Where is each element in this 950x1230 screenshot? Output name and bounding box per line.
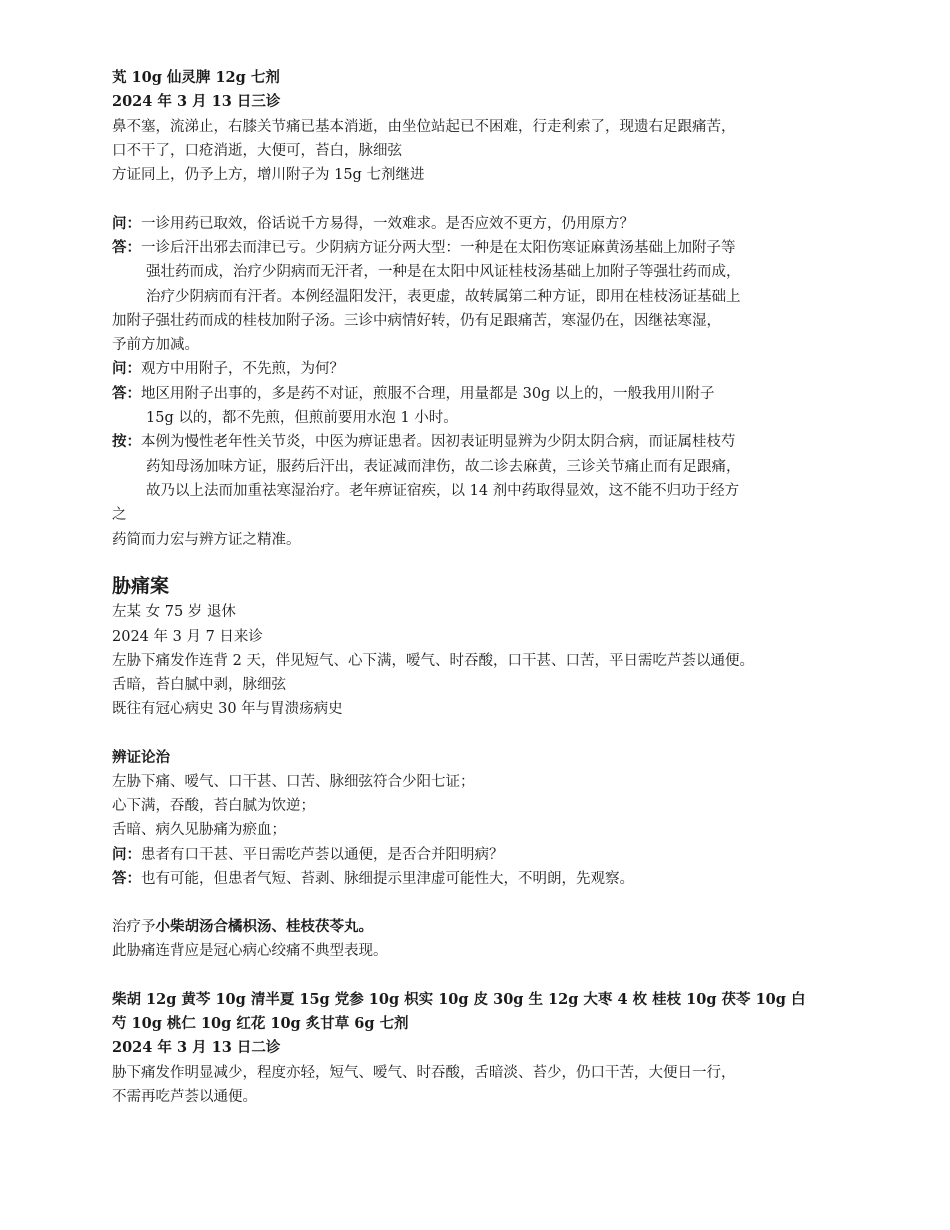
visit3-line-1: 鼻不塞，流涕止，右膝关节痛已基本消逝，由坐位站起已不困难，行走利索了，现遗右足跟痛苦， (112, 119, 736, 135)
prescription-line-2: 芍 10g 桃仁 10g 红花 10g 炙甘草 6g 七剂 (112, 1015, 409, 1032)
visit2-line-1: 胁下痛发作明显减少，程度亦轻，短气、嗳气、时吞酸，舌暗淡、苔少，仍口干苦，大便日一行， (112, 1065, 736, 1081)
answer-1 (112, 238, 736, 258)
question-text: 一诊用药已取效，俗话说千方易得，一效难求。是否应效不更方，仍用原方？ (141, 216, 634, 232)
treatment-formula: 小柴胡汤合橘枳汤、桂枝茯苓丸。 (155, 918, 373, 935)
prescription-tail: 芄 10g 仙灵脾 12g 七剂 (112, 69, 280, 86)
patient-info: 左某 女 75 岁 退休 (112, 604, 236, 620)
commentary-text: 本例为慢性老年性关节炎，中医为痹证患者。因初表证明显辨为少阴太阴合病，而证属桂枝芍 (141, 434, 736, 450)
analysis-line-1: 左胁下痛、嗳气、口干甚、口苦、脉细弦符合少阳七证； (112, 774, 475, 790)
commentary (112, 432, 736, 452)
answer-label: 答： (112, 239, 141, 256)
answer-2-line-2: 15g 以的，都不先煎，但煎前要用水泡 1 小时。 (146, 410, 458, 426)
answer-label: 答： (112, 870, 141, 887)
commentary-label: 按： (112, 433, 141, 450)
commentary-line-2: 药知母汤加味方证，服药后汗出，表证减而津伤，故二诊去麻黄，三诊关节痛止而有足跟痛， (146, 459, 741, 475)
answer-text: 一诊后汗出邪去而津已亏。少阴病方证分两大型：一种是在太阳伤寒证麻黄汤基础上加附子等 (141, 240, 736, 256)
answer-label: 答： (112, 385, 141, 402)
complaint-line-3: 既往有冠心病史 30 年与胃溃疡病史 (112, 701, 343, 717)
prescription-line-1: 柴胡 12g 黄芩 10g 清半夏 15g 党参 10g 枳实 10g 皮 30g 生 12g 大枣 4 枚 桂枝 10g 茯苓 10g 白 (112, 991, 806, 1008)
treatment-prefix: 治疗予 (112, 919, 156, 935)
question-1 (112, 214, 634, 234)
answer-text: 也有可能，但患者气短、苔剥、脉细提示里津虚可能性大，不明朗，先观察。 (141, 871, 634, 887)
visit2-date: 2024 年 3 月 13 日二诊 (112, 1039, 281, 1056)
question-label: 问： (112, 846, 141, 863)
answer-1-line-2: 强壮药而成，治疗少阴病而无汗者，一种是在太阳中风证桂枝汤基础上加附子等强壮药而成， (146, 264, 741, 280)
question-label: 问： (112, 360, 141, 377)
visit2-line-2: 不需再吃芦荟以通便。 (112, 1089, 257, 1105)
question-2 (112, 359, 344, 379)
treatment-note: 此胁痛连背应是冠心病心绞痛不典型表现。 (112, 943, 388, 959)
answer-1-line-5: 予前方加减。 (112, 337, 199, 353)
question-label: 问： (112, 215, 141, 232)
question-text: 患者有口干甚、平日需吃芦荟以通便，是否合并阳明病？ (141, 847, 504, 863)
complaint-line-1: 左胁下痛发作连背 2 天，伴见短气、心下满，嗳气、时吞酸，口干甚、口苦，平日需吃芦荟以通便。 (112, 653, 754, 669)
treatment (112, 917, 373, 937)
commentary-line-3: 故乃以上法而加重祛寒湿治疗。老年痹证宿疾，以 14 剂中药取得显效，这不能不归功于经方 (146, 483, 740, 499)
visit3-date: 2024 年 3 月 13 日三诊 (112, 93, 281, 110)
answer-3 (112, 869, 634, 889)
answer-1-line-3: 治疗少阴病而有汗者。本例经温阳发汗，表更虚，故转属第二种方证，即用在桂枝汤证基础上 (146, 289, 741, 305)
commentary-line-4: 之 (112, 507, 127, 523)
case-title: 胁痛案 (112, 575, 170, 597)
question-3 (112, 845, 504, 865)
analysis-title: 辨证论治 (112, 749, 170, 766)
visit3-line-3: 方证同上，仍予上方，增川附子为 15g 七剂继进 (112, 167, 425, 183)
complaint-line-2: 舌暗，苔白腻中剥，脉细弦 (112, 677, 286, 693)
answer-text: 地区用附子出事的，多是药不对证，煎服不合理，用量都是 30g 以上的，一般我用川附子 (141, 386, 715, 402)
visit1-date: 2024 年 3 月 7 日来诊 (112, 629, 263, 645)
answer-2 (112, 384, 714, 404)
analysis-line-3: 舌暗、病久见胁痛为瘀血； (112, 822, 286, 838)
question-text: 观方中用附子，不先煎，为何？ (141, 361, 344, 377)
visit3-line-2: 口不干了，口疮消逝，大便可，苔白，脉细弦 (112, 143, 402, 159)
answer-1-line-4: 加附子强壮药而成的桂枝加附子汤。三诊中病情好转，仍有足跟痛苦，寒湿仍在，因继祛寒湿， (112, 313, 721, 329)
analysis-line-2: 心下满，吞酸，苔白腻为饮逆； (112, 798, 315, 814)
commentary-line-5: 药简而力宏与辨方证之精准。 (112, 532, 301, 548)
